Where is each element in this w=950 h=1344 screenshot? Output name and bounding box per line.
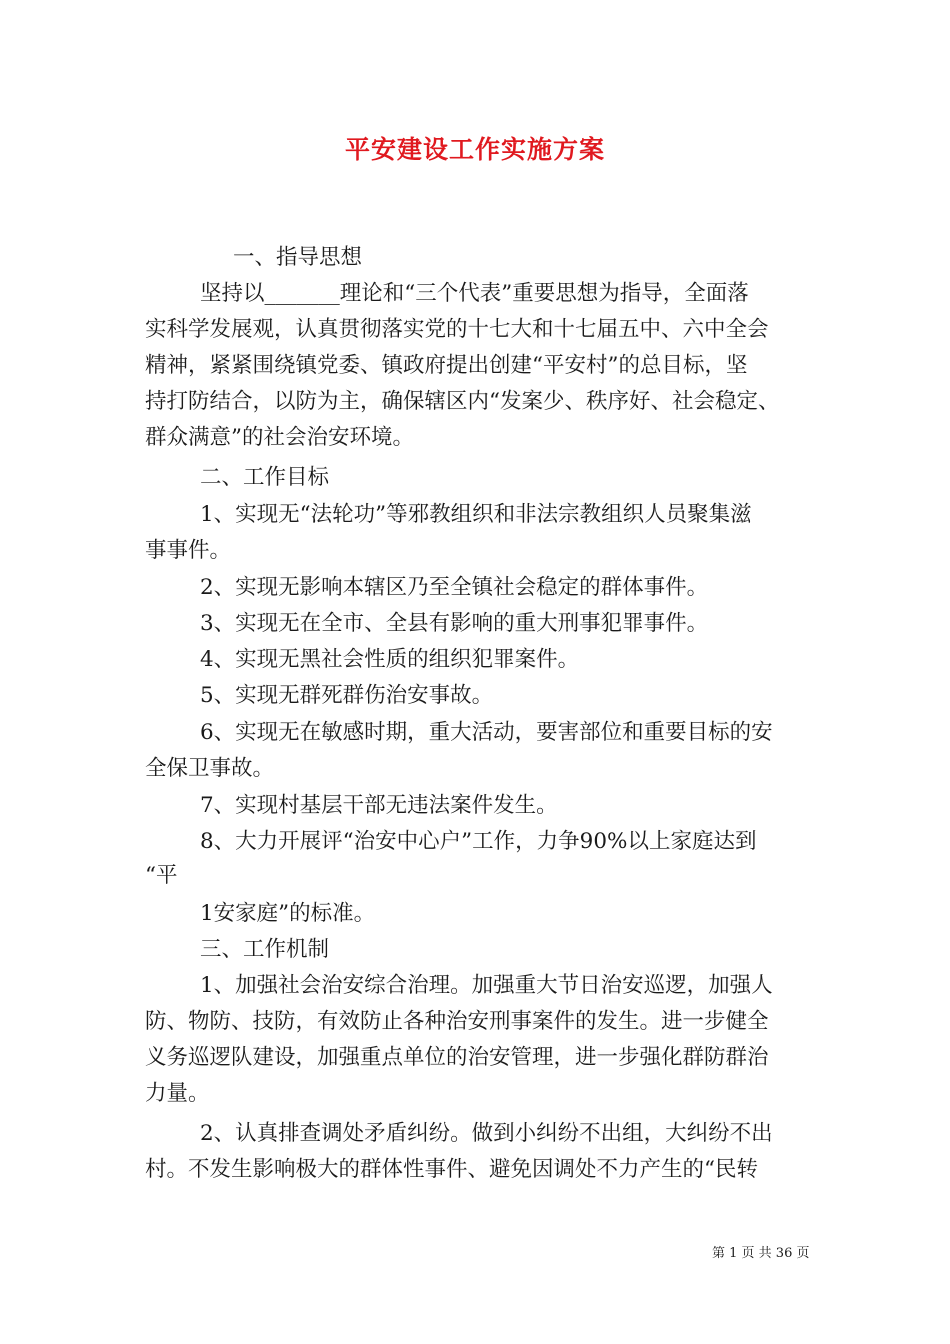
- paragraph-line: “平: [145, 863, 178, 888]
- paragraph-line: 全保卫事故。: [145, 756, 275, 781]
- paragraph-line: 1、加强社会治安综合治理。加强重大节日治安巡逻，加强人: [200, 973, 773, 998]
- page-number: 第 1 页 共 36 页: [712, 1246, 810, 1261]
- paragraph-line: 2、认真排查调处矛盾纠纷。做到小纠纷不出组，大纠纷不出: [200, 1121, 773, 1146]
- paragraph-line: 持打防结合，以防为主，确保辖区内“发案少、秩序好、社会稳定、: [145, 389, 780, 414]
- paragraph-line: 义务巡逻队建设，加强重点单位的治安管理，进一步强化群防群治: [145, 1045, 769, 1070]
- paragraph-line: 1、实现无“法轮功”等邪教组织和非法宗教组织人员聚集滋: [200, 502, 752, 527]
- paragraph-line: 1安家庭”的标准。: [200, 901, 376, 926]
- section-heading: 一、指导思想: [233, 245, 363, 270]
- paragraph-line: 群众满意”的社会治安环境。: [145, 425, 414, 450]
- paragraph-line: 坚持以_______理论和“三个代表”重要思想为指导，全面落: [200, 281, 749, 306]
- paragraph-line: 6、实现无在敏感时期，重大活动，要害部位和重要目标的安: [200, 720, 773, 745]
- paragraph-line: 村。不发生影响极大的群体性事件、避免因调处不力产生的“民转: [145, 1157, 758, 1182]
- paragraph-line: 精神，紧紧围绕镇党委、镇政府提出创建“平安村”的总目标，坚: [145, 353, 748, 378]
- paragraph-line: 实科学发展观，认真贯彻落实党的十七大和十七届五中、六中全会: [145, 317, 769, 342]
- paragraph-line: 4、实现无黑社会性质的组织犯罪案件。: [200, 647, 580, 672]
- paragraph-line: 3、实现无在全市、全县有影响的重大刑事犯罪事件。: [200, 611, 709, 636]
- section-heading: 三、工作机制: [200, 937, 330, 962]
- paragraph-line: 2、实现无影响本辖区乃至全镇社会稳定的群体事件。: [200, 575, 709, 600]
- section-heading: 二、工作目标: [200, 465, 330, 490]
- document-title: 平安建设工作实施方案: [344, 135, 605, 164]
- paragraph-line: 7、实现村基层干部无违法案件发生。: [200, 793, 558, 818]
- paragraph-line: 防、物防、技防，有效防止各种治安刑事案件的发生。进一步健全: [145, 1009, 769, 1034]
- paragraph-line: 5、实现无群死群伤治安事故。: [200, 683, 494, 708]
- paragraph-line: 力量。: [145, 1081, 210, 1106]
- paragraph-line: 8、大力开展评“治安中心户”工作，力争90%以上家庭达到: [200, 829, 757, 854]
- paragraph-line: 事事件。: [145, 538, 232, 563]
